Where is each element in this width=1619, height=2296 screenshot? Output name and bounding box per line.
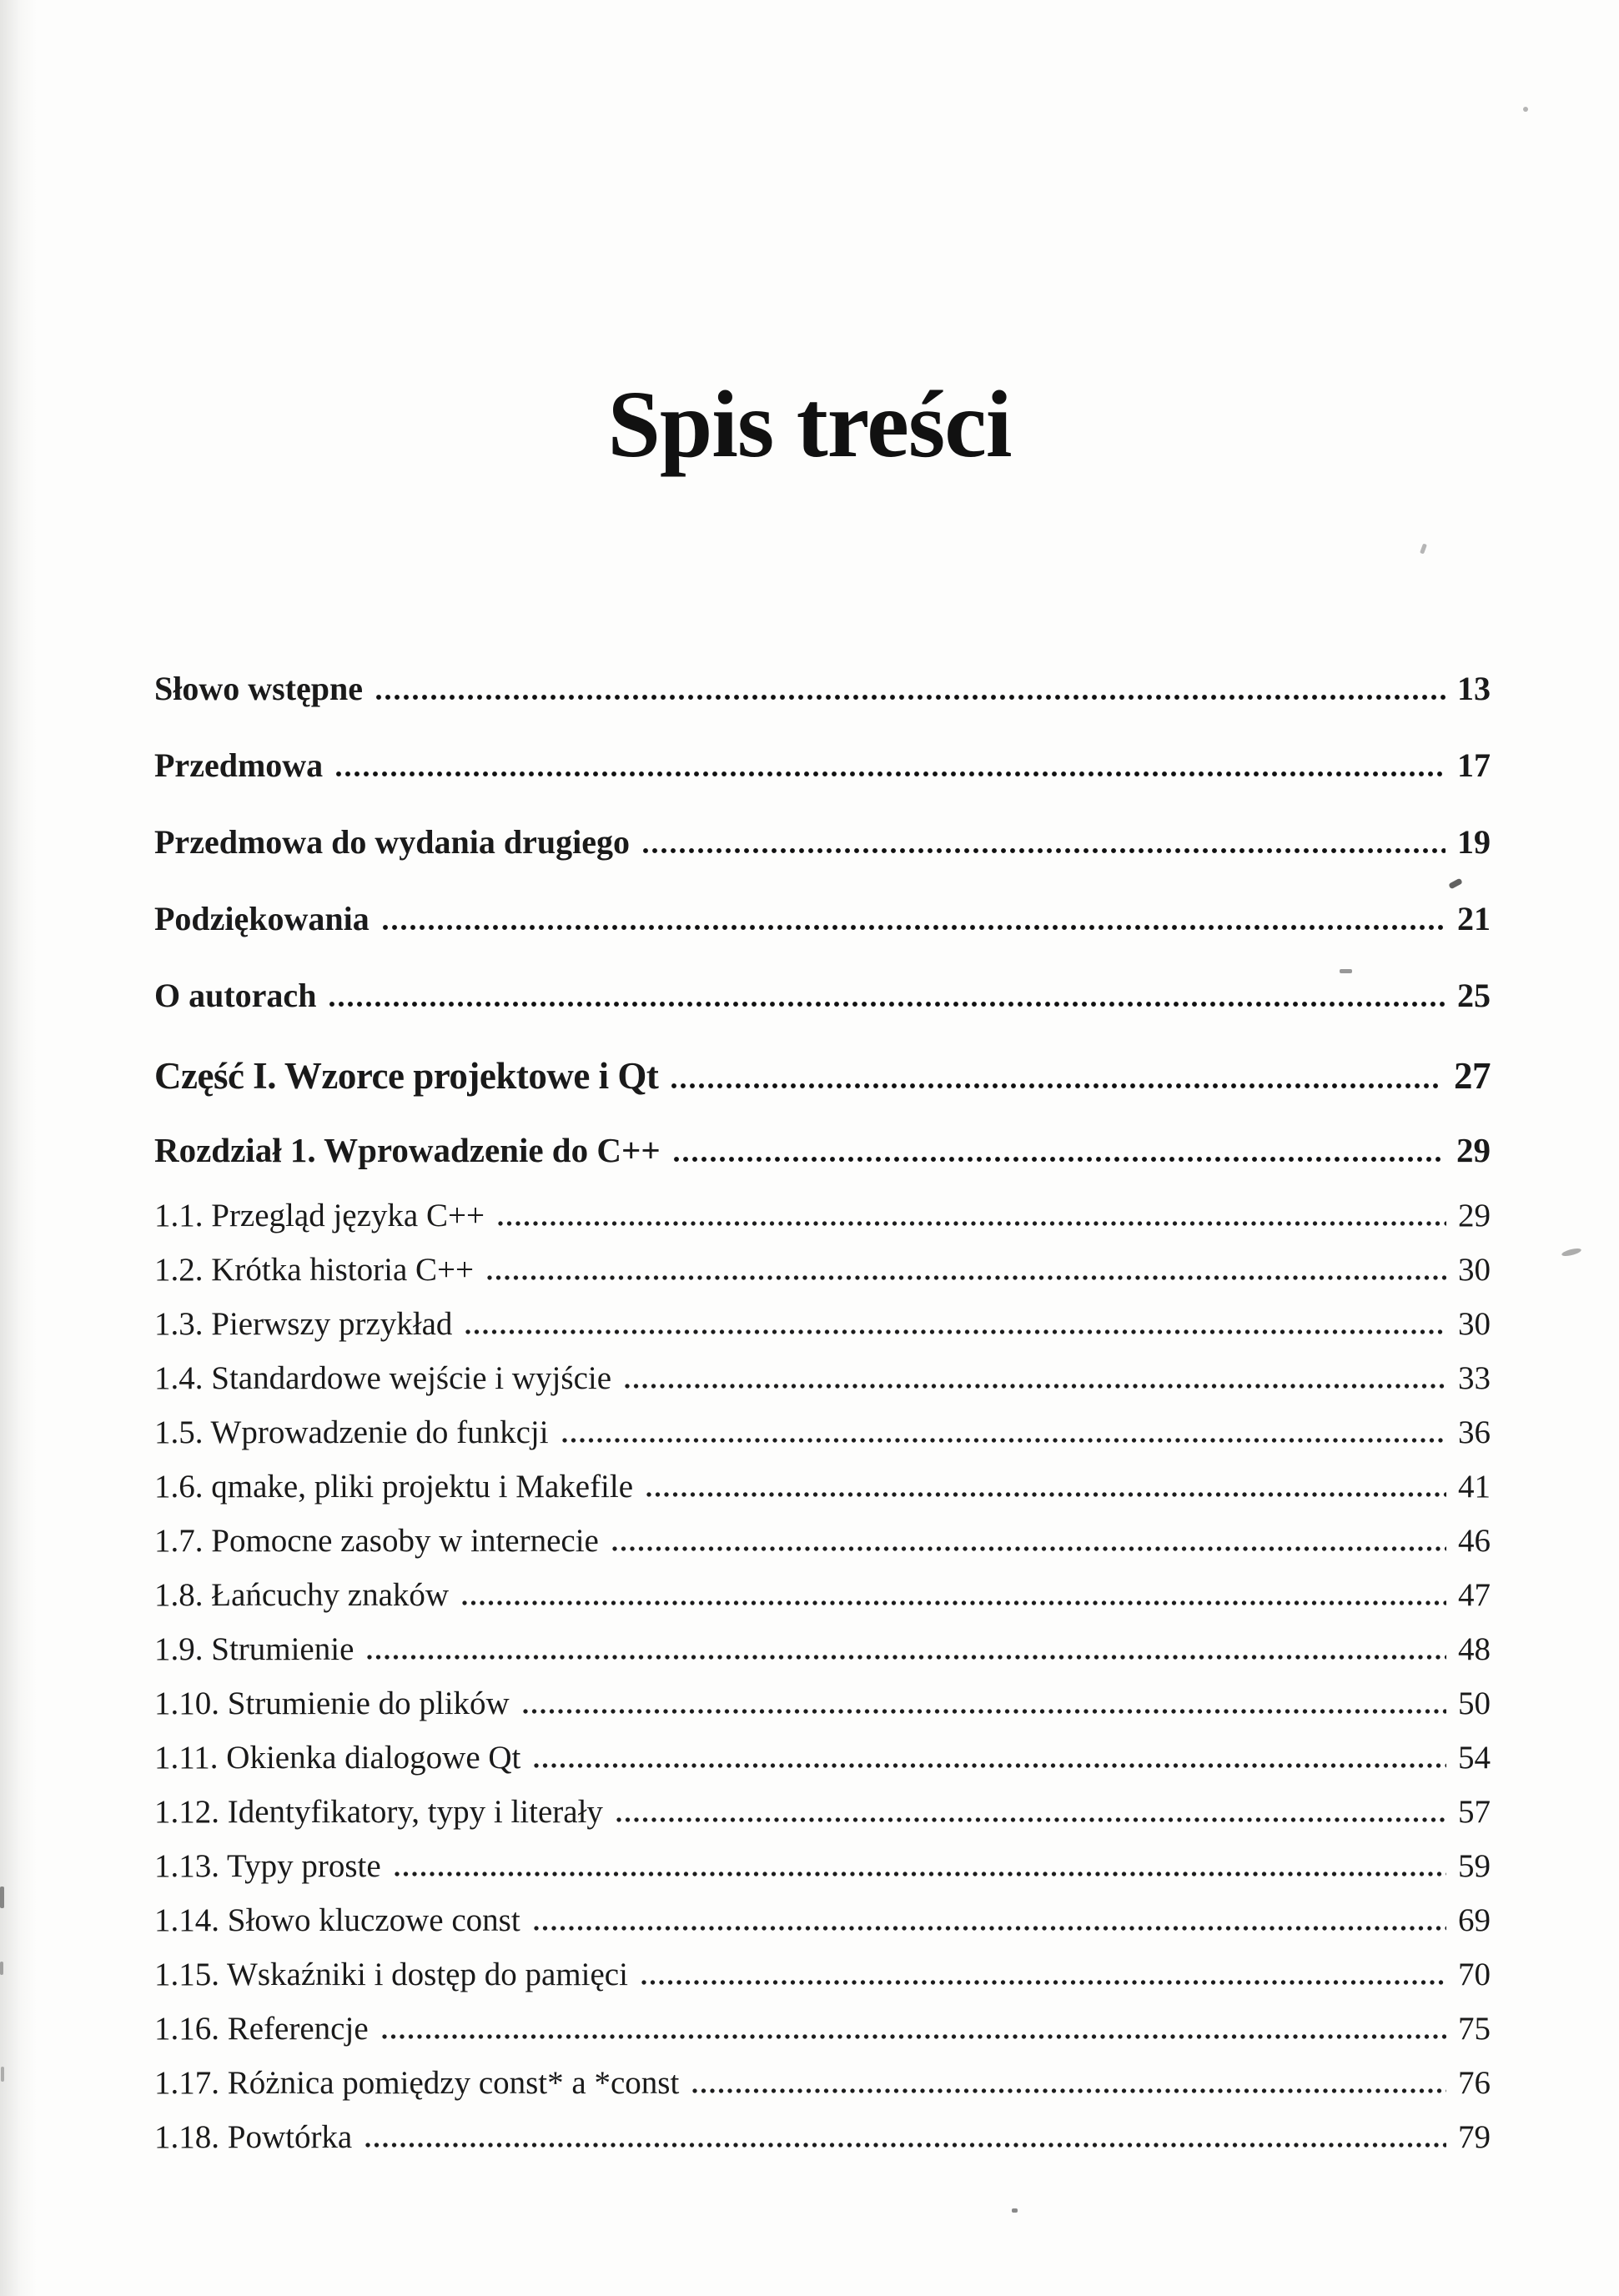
dot-leader	[395, 1871, 1446, 1876]
toc-entry-page: 33	[1458, 1360, 1491, 1396]
toc-entry-label: O autorach	[154, 977, 317, 1014]
dot-leader	[382, 2034, 1446, 2039]
dot-leader	[329, 1002, 1446, 1007]
toc-entry	[154, 2063, 1491, 2103]
toc-entry-page: 48	[1458, 1631, 1491, 1667]
toc-entry	[154, 1955, 1491, 1994]
scan-artifact	[0, 1962, 3, 1975]
toc-entry-page: 36	[1458, 1414, 1491, 1450]
toc-entry-label: 1.17. Różnica pomiędzy const* a *const	[154, 2065, 680, 2101]
scan-artifact	[0, 1887, 4, 1908]
toc-entry-label: 1.5. Wprowadzenie do funkcji	[154, 1414, 549, 1450]
toc-entry-label: 1.8. Łańcuchy znaków	[154, 1577, 450, 1613]
toc-entry-label: 1.12. Identyfikatory, typy i literały	[154, 1794, 603, 1830]
toc-entry-page: 41	[1458, 1469, 1491, 1505]
dot-leader	[562, 1438, 1446, 1443]
dot-leader	[674, 1157, 1445, 1162]
toc-entry	[154, 1846, 1491, 1886]
page-title: Spis treści	[607, 371, 1012, 477]
dot-leader	[383, 925, 1446, 930]
toc-entry-page: 46	[1458, 1523, 1491, 1559]
toc-entry-page: 21	[1457, 900, 1491, 937]
dot-leader	[367, 1655, 1446, 1660]
dot-leader	[376, 695, 1446, 700]
toc-entry-label: Słowo wstępne	[154, 670, 364, 707]
toc-entry-label: 1.4. Standardowe wejście i wyjście	[154, 1360, 612, 1396]
dot-leader	[616, 1817, 1446, 1822]
toc-entry-page: 54	[1458, 1740, 1491, 1776]
toc-entry	[154, 899, 1491, 939]
toc-entry-page: 69	[1458, 1902, 1491, 1938]
page-edge-shadow	[0, 0, 37, 2296]
toc-entry-label: Część I. Wzorce projektowe i Qt	[154, 1055, 659, 1097]
toc-entry	[154, 1738, 1491, 1777]
dot-leader	[612, 1546, 1446, 1551]
scan-artifact	[1561, 1247, 1582, 1258]
toc-entry-page: 57	[1458, 1794, 1491, 1830]
toc-entry	[154, 1467, 1491, 1506]
toc-entry	[154, 1250, 1491, 1289]
table-of-contents	[154, 669, 1491, 2157]
toc-entry	[154, 2118, 1491, 2157]
toc-entry-page: 76	[1458, 2065, 1491, 2101]
dot-leader	[646, 1492, 1446, 1497]
dot-leader	[641, 1980, 1446, 1985]
scan-artifact	[1, 2067, 4, 2082]
toc-entry-page: 59	[1458, 1848, 1491, 1884]
toc-entry	[154, 1521, 1491, 1560]
toc-entry-page: 25	[1457, 977, 1491, 1014]
scan-artifact	[1523, 107, 1528, 112]
toc-entry-page: 30	[1458, 1306, 1491, 1342]
dot-leader	[523, 1709, 1446, 1714]
toc-entry	[154, 1792, 1491, 1831]
toc-entry	[154, 1359, 1491, 1398]
toc-entry-label: Rozdział 1. Wprowadzenie do C++	[154, 1131, 661, 1169]
toc-entry-label: 1.7. Pomocne zasoby w internecie	[154, 1523, 599, 1559]
toc-entry-label: 1.11. Okienka dialogowe Qt	[154, 1740, 521, 1776]
toc-entry-label: 1.2. Krótka historia C++	[154, 1252, 475, 1288]
toc-entry-label: 1.6. qmake, pliki projektu i Makefile	[154, 1469, 634, 1505]
toc-entry-label: Przedmowa	[154, 746, 324, 784]
toc-entry	[154, 1630, 1491, 1669]
toc-entry	[154, 746, 1491, 786]
toc-entry	[154, 1129, 1491, 1171]
toc-entry-label: 1.14. Słowo kluczowe const	[154, 1902, 520, 1938]
scan-artifact	[1420, 544, 1427, 555]
dot-leader	[498, 1221, 1446, 1226]
dot-leader	[643, 848, 1446, 853]
dot-leader	[462, 1600, 1446, 1605]
dot-leader	[692, 2088, 1446, 2093]
toc-entry	[154, 1684, 1491, 1723]
toc-entry-page: 13	[1457, 670, 1491, 707]
toc-entry-page: 19	[1457, 823, 1491, 861]
toc-entry-page: 29	[1456, 1131, 1491, 1169]
toc-entry	[154, 976, 1491, 1016]
toc-entry-page: 27	[1454, 1055, 1491, 1097]
toc-entry-label: 1.13. Typy proste	[154, 1848, 381, 1884]
toc-entry-page: 30	[1458, 1252, 1491, 1288]
toc-entry-page: 79	[1458, 2119, 1491, 2155]
toc-entry-page: 29	[1458, 1198, 1491, 1233]
toc-entry	[154, 1196, 1491, 1235]
toc-entry	[154, 1304, 1491, 1344]
toc-entry-page: 75	[1458, 2011, 1491, 2047]
dot-leader	[534, 1926, 1446, 1931]
toc-entry	[154, 1575, 1491, 1615]
toc-entry-label: 1.9. Strumienie	[154, 1631, 354, 1667]
toc-entry	[154, 1901, 1491, 1940]
toc-entry-page: 70	[1458, 1957, 1491, 1992]
dot-leader	[365, 2143, 1446, 2148]
dot-leader	[625, 1384, 1446, 1389]
toc-entry	[154, 2009, 1491, 2048]
toc-entry-label: 1.15. Wskaźniki i dostęp do pamięci	[154, 1957, 628, 1992]
toc-entry-label: 1.1. Przegląd języka C++	[154, 1198, 485, 1233]
toc-entry-label: 1.18. Powtórka	[154, 2119, 353, 2155]
toc-entry	[154, 1053, 1491, 1099]
toc-entry-page: 50	[1458, 1686, 1491, 1721]
dot-leader	[465, 1329, 1446, 1334]
scan-artifact	[1012, 2208, 1018, 2213]
toc-entry-page: 17	[1457, 746, 1491, 784]
toc-entry-label: 1.3. Pierwszy przykład	[154, 1306, 453, 1342]
toc-entry	[154, 1413, 1491, 1452]
toc-entry-label: 1.16. Referencje	[154, 2011, 369, 2047]
dot-leader	[487, 1275, 1446, 1280]
toc-entry-page: 47	[1458, 1577, 1491, 1613]
dot-leader	[336, 771, 1446, 776]
toc-entry-label: 1.10. Strumienie do plików	[154, 1686, 510, 1721]
toc-entry-label: Przedmowa do wydania drugiego	[154, 823, 630, 861]
toc-entry	[154, 822, 1491, 862]
dot-leader	[671, 1083, 1442, 1088]
toc-entry	[154, 669, 1491, 709]
toc-entry-label: Podziękowania	[154, 900, 370, 937]
dot-leader	[534, 1763, 1446, 1768]
